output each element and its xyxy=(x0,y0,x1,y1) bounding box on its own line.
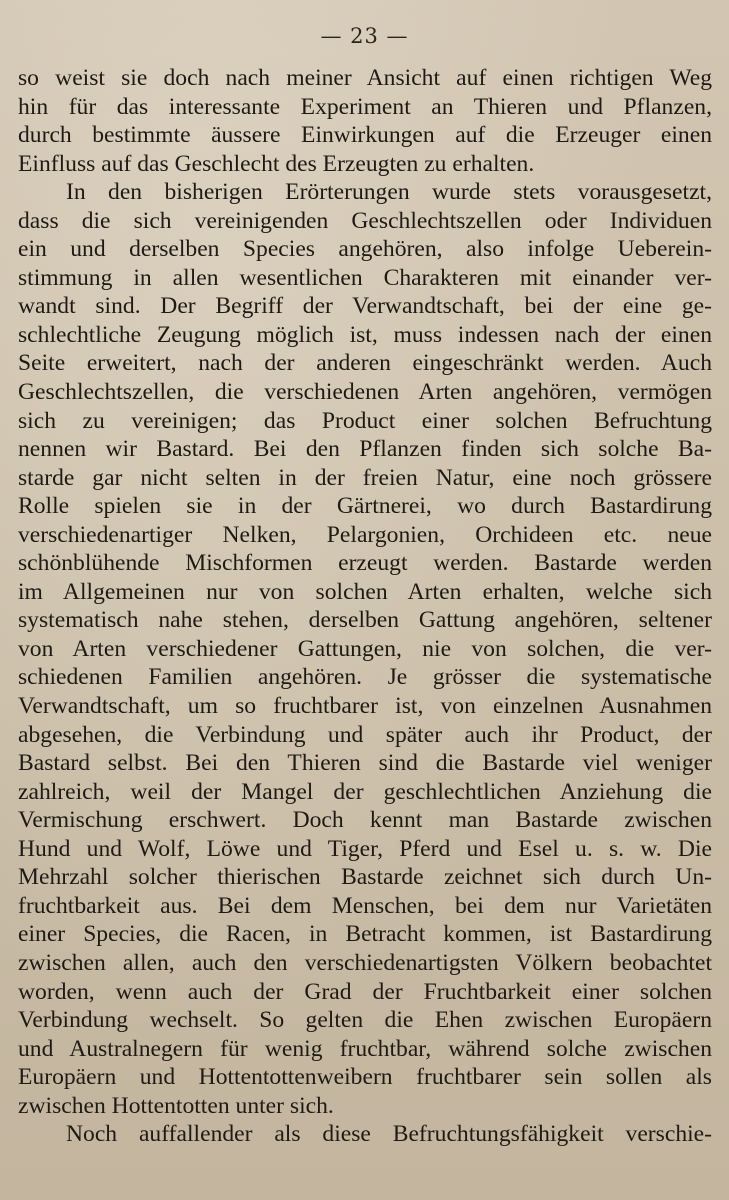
text-line: schlechtliche Zeugung möglich ist, muss indessen nach der einen xyxy=(18,321,712,348)
text-line: stimmung in allen wesentlichen Charakteren mit einander ver- xyxy=(18,264,712,291)
text-line: von Arten verschiedener Gattungen, nie von solchen, die ver- xyxy=(18,635,712,662)
text-line: schiedenen Familien angehören. Je grösser die systematische xyxy=(18,664,712,691)
text-line: Europäern und Hottentottenweibern fruchtbarer sein sollen als xyxy=(18,1064,712,1091)
text-line: abgesehen, die Verbindung und später auch ihr Product, der xyxy=(18,721,712,748)
text-line: so weist sie doch nach meiner Ansicht auf einen richtigen Weg xyxy=(18,65,712,91)
text-line: schönblühende Mischformen erzeugt werden. Bastarde werden xyxy=(18,550,712,577)
text-line: Verwandtschaft, um so fruchtbarer ist, von einzelnen Ausnahmen xyxy=(18,693,712,720)
text-line: Rolle spielen sie in der Gärtnerei, wo durch Bastardirung xyxy=(18,493,712,520)
page-number: — 23 — xyxy=(320,24,409,48)
text-line: zwischen allen, auch den verschiedenartigsten Völkern beobachtet xyxy=(18,949,712,976)
text-line: nennen wir Bastard. Bei den Pflanzen finden sich solche Ba- xyxy=(18,436,712,463)
text-line: zahlreich, weil der Mangel der geschlechtlichen Anziehung die xyxy=(18,778,712,805)
text-line: In den bisherigen Erörterungen wurde stets vorausgesetzt, xyxy=(66,179,712,206)
text-line: systematisch nahe stehen, derselben Gattung angehören, seltener xyxy=(18,607,712,634)
text-line: worden, wenn auch der Grad der Fruchtbarkeit einer solchen xyxy=(18,978,712,1005)
text-line: Seite erweitert, nach der anderen eingeschränkt werden. Auch xyxy=(18,350,712,377)
text-line: hin für das interessante Experiment an Thieren und Pflanzen, xyxy=(18,93,712,120)
text-line: Verbindung wechselt. So gelten die Ehen zwischen Europäern xyxy=(18,1007,712,1034)
text-line: im Allgemeinen nur von solchen Arten erhalten, welche sich xyxy=(18,578,712,605)
text-line: dass die sich vereinigenden Geschlechtszellen oder Individuen xyxy=(18,207,712,234)
text-line: und Australnegern für wenig fruchtbar, während solche zwischen xyxy=(18,1035,712,1062)
text-line: Bastard selbst. Bei den Thieren sind die Bastarde viel weniger xyxy=(18,750,712,777)
text-line: Geschlechtszellen, die verschiedenen Arten angehören, vermögen xyxy=(18,379,712,406)
text-line: ein und derselben Species angehören, also infolge Ueberein- xyxy=(18,236,712,263)
text-line: Einfluss auf das Geschlecht des Erzeugten zu erhalten. xyxy=(18,150,535,177)
text-line: fruchtbarkeit aus. Bei dem Menschen, bei dem nur Varietäten xyxy=(18,892,712,919)
text-line: Vermischung erschwert. Doch kennt man Bastarde zwischen xyxy=(18,807,712,834)
text-line: wandt sind. Der Begriff der Verwandtschaft, bei der eine ge- xyxy=(18,293,712,320)
text-line: Hund und Wolf, Löwe und Tiger, Pferd und Esel u. s. w. Die xyxy=(18,835,712,862)
text-line: einer Species, die Racen, in Betracht kommen, ist Bastardirung xyxy=(18,921,712,948)
text-line: starde gar nicht selten in der freien Natur, eine noch grössere xyxy=(18,464,712,491)
text-line: sich zu vereinigen; das Product einer solchen Befruchtung xyxy=(18,407,712,434)
text-line: Mehrzahl solcher thierischen Bastarde zeichnet sich durch Un- xyxy=(18,864,712,891)
text-line: zwischen Hottentotten unter sich. xyxy=(18,1092,334,1119)
body-text xyxy=(18,64,712,1149)
text-line: verschiedenartiger Nelken, Pelargonien, Orchideen etc. neue xyxy=(18,521,712,548)
text-line: durch bestimmte äussere Einwirkungen auf die Erzeuger einen xyxy=(18,122,712,149)
text-line: Noch auffallender als diese Befruchtungsfähigkeit verschie- xyxy=(66,1121,712,1148)
